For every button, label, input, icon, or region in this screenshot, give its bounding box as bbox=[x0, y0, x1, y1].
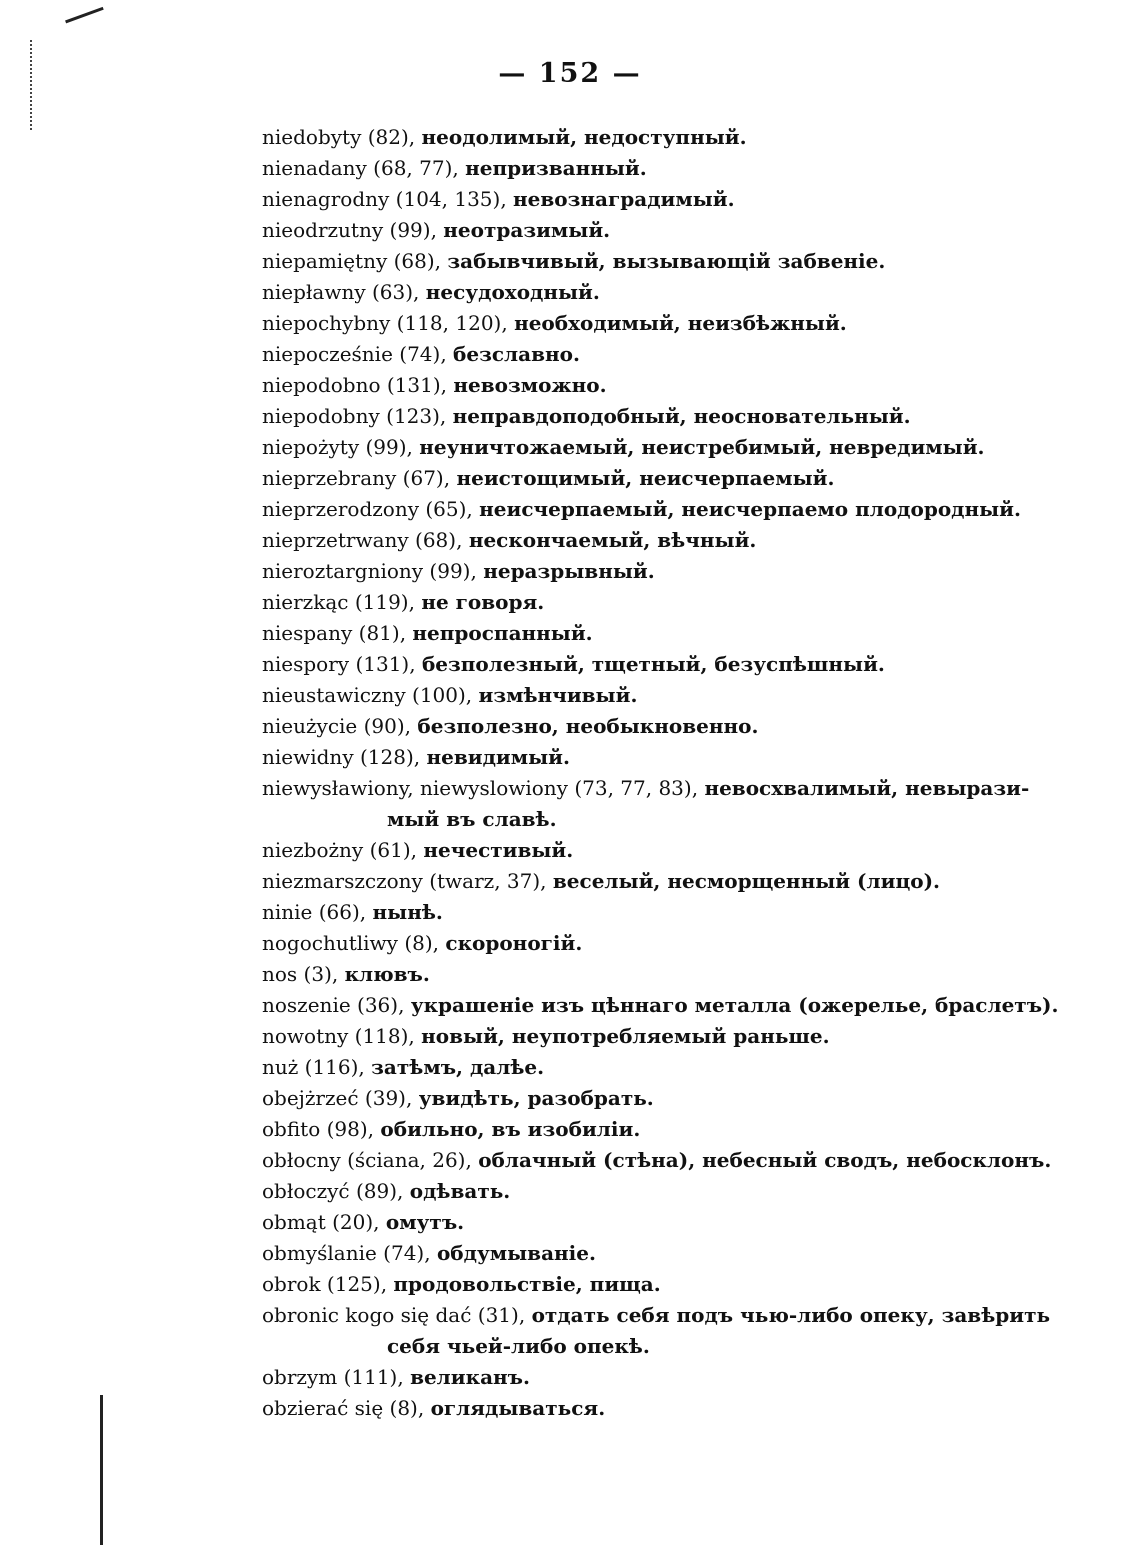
glossary-entry bbox=[262, 401, 1082, 432]
entry-headword: niepożyty (99), bbox=[262, 435, 413, 459]
entry-headword: obzierać się (8), bbox=[262, 1396, 425, 1420]
entry-gloss: увидѣть, разобрать. bbox=[418, 1086, 654, 1110]
glossary-entry bbox=[262, 1269, 1082, 1300]
glossary-entry bbox=[262, 1238, 1082, 1269]
entry-headword: obronic kogo się dać (31), bbox=[262, 1303, 526, 1327]
entry-gloss: обдумываніе. bbox=[436, 1241, 596, 1265]
glossary-entry bbox=[262, 122, 1082, 153]
entry-headword: niespory (131), bbox=[262, 652, 416, 676]
entry-headword: nieprzetrwany (68), bbox=[262, 528, 463, 552]
glossary-entry bbox=[262, 1145, 1082, 1176]
glossary-entry bbox=[262, 463, 1082, 494]
glossary-entry bbox=[262, 928, 1082, 959]
entry-headword: obłocny (ściana, 26), bbox=[262, 1148, 472, 1172]
entry-headword: niezbożny (61), bbox=[262, 838, 417, 862]
entry-gloss: продовольствіе, пища. bbox=[393, 1272, 661, 1296]
entry-headword: niepławny (63), bbox=[262, 280, 420, 304]
entry-headword: niepocześnie (74), bbox=[262, 342, 447, 366]
entry-headword: niewysławiony, niewyslowiony (73, 77, 83), bbox=[262, 776, 699, 800]
glossary-entry bbox=[262, 370, 1082, 401]
entry-headword: obrok (125), bbox=[262, 1272, 388, 1296]
entry-headword: nos (3), bbox=[262, 962, 339, 986]
glossary-entry bbox=[262, 1362, 1082, 1393]
glossary-entry bbox=[262, 866, 1082, 897]
entry-gloss: необходимый, неизбѣжный. bbox=[514, 311, 847, 335]
entry-gloss: клювъ. bbox=[344, 962, 430, 986]
glossary-entry bbox=[262, 742, 1082, 773]
entry-gloss: затѣмъ, далѣе. bbox=[371, 1055, 545, 1079]
entry-gloss: украшеніе изъ цѣннаго металла (ожерелье, браслетъ). bbox=[410, 993, 1059, 1017]
glossary-entry bbox=[262, 1052, 1082, 1083]
entry-headword: niedobyty (82), bbox=[262, 125, 416, 149]
entry-gloss: неуничтожаемый, неистребимый, невредимый. bbox=[419, 435, 985, 459]
entry-headword: nieustawiczny (100), bbox=[262, 683, 473, 707]
entry-headword: ninie (66), bbox=[262, 900, 367, 924]
entry-gloss: неразрывный. bbox=[483, 559, 655, 583]
entry-gloss: непризванный. bbox=[465, 156, 647, 180]
entry-gloss: облачный (стѣна), небесный сводъ, небосклонъ. bbox=[478, 1148, 1052, 1172]
entry-gloss: нечестивый. bbox=[423, 838, 574, 862]
glossary-entry bbox=[262, 1207, 1082, 1238]
entry-headword: nieroztargniony (99), bbox=[262, 559, 477, 583]
entry-gloss: безполезно, необыкновенно. bbox=[417, 714, 759, 738]
glossary-entry bbox=[262, 494, 1082, 525]
entry-headword: obrzym (111), bbox=[262, 1365, 404, 1389]
entry-gloss: неотразимый. bbox=[443, 218, 611, 242]
entry-gloss: новый, неупотребляемый раньше. bbox=[421, 1024, 830, 1048]
entry-gloss: скороногій. bbox=[445, 931, 583, 955]
entry-headword: niepamiętny (68), bbox=[262, 249, 442, 273]
corner-ink-mark bbox=[60, 0, 103, 23]
glossary-entry bbox=[262, 1393, 1082, 1424]
glossary-entry bbox=[262, 1176, 1082, 1207]
glossary-entry bbox=[262, 680, 1082, 711]
entry-headword: niespany (81), bbox=[262, 621, 407, 645]
entry-headword: niepodobny (123), bbox=[262, 404, 447, 428]
glossary-entry bbox=[262, 587, 1082, 618]
glossary-entry bbox=[262, 308, 1082, 339]
entry-headword: nogochutliwy (8), bbox=[262, 931, 440, 955]
margin-rule bbox=[100, 1395, 103, 1545]
glossary-entry bbox=[262, 1083, 1082, 1114]
entry-gloss: омутъ. bbox=[385, 1210, 465, 1234]
glossary-entry bbox=[262, 773, 1082, 835]
entry-gloss: забывчивый, вызывающій забвеніе. bbox=[447, 249, 886, 273]
entry-gloss: невосхвалимый, невырази- bbox=[704, 776, 1030, 800]
entry-headword: nierzkąc (119), bbox=[262, 590, 415, 614]
entry-gloss: оглядываться. bbox=[430, 1396, 606, 1420]
entry-gloss: одѣвать. bbox=[409, 1179, 511, 1203]
entry-gloss: невозможно. bbox=[453, 373, 607, 397]
entry-gloss: великанъ. bbox=[410, 1365, 530, 1389]
entry-headword: obejżrzeć (39), bbox=[262, 1086, 413, 1110]
entry-headword: niepochybny (118, 120), bbox=[262, 311, 508, 335]
entry-headword: niewidny (128), bbox=[262, 745, 421, 769]
glossary-entry bbox=[262, 959, 1082, 990]
glossary-entry bbox=[262, 246, 1082, 277]
entry-gloss: измѣнчивый. bbox=[478, 683, 638, 707]
entry-headword: niezmarszczony (twarz, 37), bbox=[262, 869, 547, 893]
entry-gloss: безславно. bbox=[453, 342, 580, 366]
entry-headword: nieprzebrany (67), bbox=[262, 466, 451, 490]
glossary-list bbox=[262, 122, 1082, 1424]
entry-headword: nienadany (68, 77), bbox=[262, 156, 459, 180]
entry-gloss: неодолимый, недоступный. bbox=[421, 125, 747, 149]
entry-gloss: не говоря. bbox=[421, 590, 545, 614]
entry-headword: obłoczyć (89), bbox=[262, 1179, 404, 1203]
entry-gloss: веселый, несморщенный (лицо). bbox=[552, 869, 940, 893]
entry-gloss: обильно, въ изобиліи. bbox=[380, 1117, 641, 1141]
entry-gloss: нескончаемый, вѣчный. bbox=[468, 528, 757, 552]
glossary-entry bbox=[262, 1300, 1082, 1362]
glossary-entry bbox=[262, 153, 1082, 184]
entry-headword: obmyślanie (74), bbox=[262, 1241, 431, 1265]
glossary-entry bbox=[262, 711, 1082, 742]
entry-gloss-continuation: себя чьей-либо опекѣ. bbox=[387, 1334, 650, 1358]
entry-gloss: невознаградимый. bbox=[513, 187, 735, 211]
glossary-entry bbox=[262, 990, 1082, 1021]
glossary-entry bbox=[262, 618, 1082, 649]
glossary-entry bbox=[262, 1021, 1082, 1052]
entry-gloss: непроспанный. bbox=[412, 621, 593, 645]
entry-headword: nieprzerodzony (65), bbox=[262, 497, 473, 521]
glossary-entry bbox=[262, 556, 1082, 587]
glossary-entry bbox=[262, 215, 1082, 246]
entry-gloss: нынѣ. bbox=[372, 900, 443, 924]
glossary-entry bbox=[262, 339, 1082, 370]
glossary-entry bbox=[262, 649, 1082, 680]
entry-headword: nienagrodny (104, 135), bbox=[262, 187, 507, 211]
glossary-entry bbox=[262, 432, 1082, 463]
entry-headword: nieużycie (90), bbox=[262, 714, 412, 738]
glossary-entry bbox=[262, 1114, 1082, 1145]
page-number: — 152 — bbox=[498, 58, 642, 89]
entry-gloss: несудоходный. bbox=[425, 280, 600, 304]
glossary-entry bbox=[262, 277, 1082, 308]
entry-gloss-continuation: мый въ славѣ. bbox=[387, 807, 557, 831]
glossary-entry bbox=[262, 525, 1082, 556]
entry-headword: niepodobno (131), bbox=[262, 373, 448, 397]
entry-gloss: неисчерпаемый, неисчерпаемо плодородный. bbox=[479, 497, 1021, 521]
entry-gloss: неправдоподобный, неосновательный. bbox=[452, 404, 911, 428]
entry-headword: nowotny (118), bbox=[262, 1024, 415, 1048]
entry-headword: noszenie (36), bbox=[262, 993, 405, 1017]
glossary-entry bbox=[262, 835, 1082, 866]
entry-gloss: неистощимый, неисчерпаемый. bbox=[456, 466, 835, 490]
entry-headword: obfito (98), bbox=[262, 1117, 375, 1141]
entry-headword: obmąt (20), bbox=[262, 1210, 380, 1234]
entry-headword: nuż (116), bbox=[262, 1055, 365, 1079]
glossary-entry bbox=[262, 897, 1082, 928]
entry-headword: nieodrzutny (99), bbox=[262, 218, 437, 242]
entry-gloss: невидимый. bbox=[426, 745, 570, 769]
glossary-entry bbox=[262, 184, 1082, 215]
entry-gloss: безполезный, тщетный, безуспѣшный. bbox=[421, 652, 885, 676]
entry-gloss: отдать себя подъ чью-либо опеку, завѣрить bbox=[531, 1303, 1051, 1327]
